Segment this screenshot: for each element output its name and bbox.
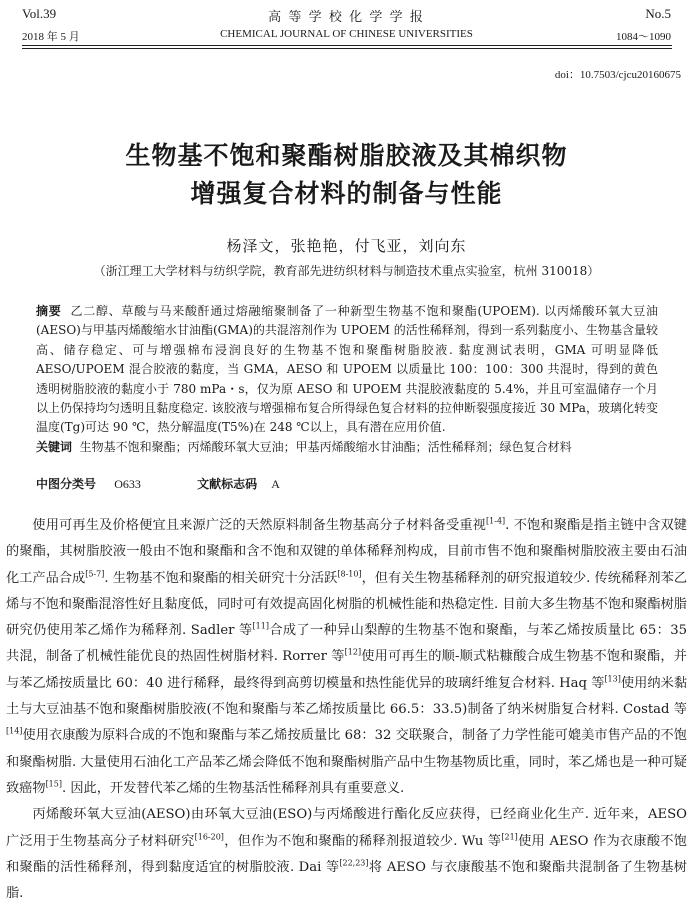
paper-title-line1: 生物基不饱和聚酯树脂胶液及其棉织物 — [125, 141, 568, 170]
journal-name-cn: 高 等 学 校 化 学 学 报 — [268, 9, 425, 24]
body-text-span: ，但有关生物基稀释剂的研究报道较少. 传统稀释剂苯乙烯与不饱和聚酯混溶性好且黏度低，同时可有效提高固化树脂的机械性能和热稳定性. 目前大多生物基不饱和聚酯树脂研究仍使用苯乙烯作为稀释剂. Sadler 等 — [6, 570, 688, 639]
issue-number: No.5 — [645, 6, 671, 21]
doc-code-value: A — [271, 477, 280, 491]
clc-label: 中图分类号 — [36, 477, 97, 491]
citation: [22,23] — [339, 858, 369, 868]
abstract-text: 乙二醇、草酸与马来酸酐通过熔融缩聚制备了一种新型生物基不饱和聚酯(UPOEM). 以丙烯酸环氧大豆油(AESO)与甲基丙烯酸缩水甘油酯(GMA)的共混溶剂作为 UPOEM 的活性稀释剂，得到一系列黏度小、生物基含量较高、储存稳定、可与增强棉布浸润良好的生物基不饱和聚酯树脂胶液. 黏度测试表明，GMA 可明显降低 AESO/UPOEM 混合胶液的黏度，当 GMA，AESO 和 UPOEM 以质量比 100：100：300 共混时，得到的黄色透明树脂胶液的黏度小于 780 mPa・s，仅为原 AESO 和 UPOEM 共混胶液黏度的 5.4%，并且可室温储存一个月以上仍保持均匀透明且黏度稳定. 该胶液与增强棉布复合所得绿色复合材料的拉伸断裂强度接近 30 MPa，玻璃化转变温度(Tg)可达 90 ℃，热分解温度(T5%)在 248 ℃以上，具有潜在应用价值. — [36, 304, 658, 435]
citation: [13] — [604, 674, 621, 684]
body-text-span: 合成了一种异山梨醇的生物基不饱和聚酯，与苯乙烯按质量比 65：35 共混，制备了机械性能优良的热固性树脂材料. Rorrer 等 — [6, 623, 687, 665]
doi-link[interactable]: doi：10.7503/cjcu20160675 — [554, 69, 681, 81]
keywords-text: 生物基不饱和聚酯；丙烯酸环氧大豆油；甲基丙烯酸缩水甘油酯；活性稀释剂；绿色复合材料 — [79, 439, 572, 454]
body-text-span: 使用衣康酸为原料合成的不饱和聚酯与苯乙烯按质量比 68：32 交联聚合，制备了力学性能可媲美市售产品的不饱和聚酯树脂. 大量使用石油化工产品苯乙烯会降低不饱和聚酯树脂产品中生物基物质比重，同时，苯乙烯也是一种可疑致癌物 — [6, 728, 687, 796]
citation: [11] — [252, 621, 269, 631]
header-rule-double — [22, 48, 672, 49]
paper-title-line2: 增强复合材料的制备与性能 — [190, 179, 503, 208]
volume-label: Vol.39 — [22, 6, 57, 21]
body-text-span: ，但作为不饱和聚酯的稀释剂报道较少. Wu 等 — [223, 833, 502, 849]
doc-code-label: 文献标志码 — [197, 477, 258, 491]
citation: [1-4] — [486, 516, 506, 526]
body-text-span: . 不饱和聚酯是指主链中含双键的聚酯，其树脂胶液一般由不饱和聚酯和含不饱和双键的单体稀释剂构成，目前市售不饱和聚酯树脂胶液主要由石油化工产品合成 — [6, 518, 687, 586]
abstract-block — [36, 302, 658, 457]
keywords-label: 关键词 — [36, 439, 73, 454]
affiliation: （浙江理工大学材料与纺织学院，教育部先进纺织材料与制造技术重点实验室，杭州 310018） — [93, 264, 600, 278]
abstract-label: 摘要 — [36, 304, 62, 318]
body-text-span: . 因此，开发替代苯乙烯的生物基活性稀释剂具有重要意义. — [61, 780, 405, 796]
citation: [21] — [501, 832, 518, 842]
citation: [14] — [6, 726, 23, 736]
classification-row — [36, 475, 280, 492]
body-text-span: . 生物基不饱和聚酯的相关研究十分活跃 — [104, 570, 338, 586]
journal-name-en: CHEMICAL JOURNAL OF CHINESE UNIVERSITIES — [220, 28, 473, 40]
citation: [12] — [344, 648, 362, 658]
citation: [5-7] — [85, 569, 105, 579]
body-text-span: 使用可再生的顺-顺式粘糠酸合成生物基不饱和聚酯，并与苯乙烯按质量比 60：40 进行稀释，最终得到高剪切模量和热性能优异的玻璃纤维复合材料. Haq 等 — [6, 649, 687, 691]
body-text — [6, 513, 687, 907]
clc-value: O633 — [114, 477, 141, 491]
issue-date: 2018 年 5 月 — [22, 31, 80, 43]
page-range: 1084～1090 — [616, 31, 671, 43]
header-rule — [22, 45, 672, 46]
citation: [8-10] — [337, 569, 362, 579]
body-text-span: 使用纳米黏土与大豆油基不饱和聚酯树脂胶液(不饱和聚酯与苯乙烯按质量比 66.5：33.5)制备了纳米树脂复合材料. Costad 等 — [6, 675, 688, 718]
author-list: 杨泽文，张艳艳，付飞亚，刘向东 — [226, 237, 467, 255]
citation: [16-20] — [194, 832, 224, 842]
citation: [15] — [45, 779, 62, 789]
body-text-span: 丙烯酸环氧大豆油(AESO)由环氧大豆油(ESO)与丙烯酸进行酯化反应获得，已经商业化生产. 近年来，AESO 广泛用于生物基高分子材料研究 — [6, 807, 687, 849]
body-paragraph — [6, 513, 687, 802]
body-text-span: 使用 AESO 作为衣康酸不饱和聚酯的活性稀释剂，得到黏度适宜的树脂胶液. Dai 等 — [6, 833, 687, 875]
body-paragraph — [6, 802, 687, 907]
body-text-span: 使用可再生及价格便宜且来源广泛的天然原料制备生物基高分子材料备受重视 — [32, 518, 487, 533]
body-text-span: 将 AESO 与衣康酸基不饱和聚酯共混制备了生物基树脂. — [6, 859, 687, 902]
